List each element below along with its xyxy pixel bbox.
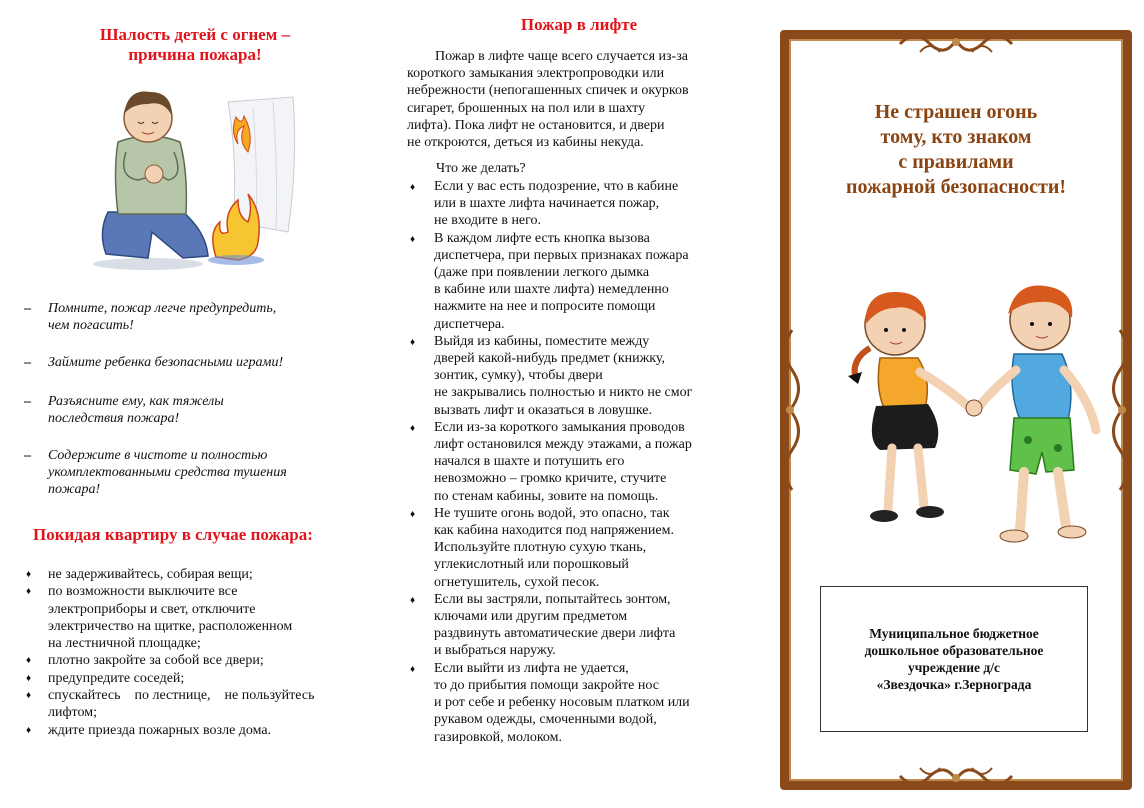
diamond-bullet-icon: ♦ — [26, 569, 32, 580]
line: сигарет, брошенных на пол или в шахту — [407, 100, 646, 116]
title-line: причина пожара! — [128, 45, 262, 64]
line: начался в шахте и потушить его — [434, 454, 625, 470]
diamond-bullet-icon: ♦ — [26, 655, 32, 667]
org-line: учреждение д/с — [908, 660, 1000, 675]
line: ждите приезда пожарных возле дома. — [48, 722, 272, 738]
org-line: Муниципальное бюджетное — [869, 626, 1039, 641]
tip-line: Разъясните ему, как тяжелы — [48, 394, 224, 409]
line: не закрывались полностью и никто не смог — [434, 385, 693, 401]
leaving-apartment-title: Покидая квартиру в случае пожара: — [33, 525, 313, 544]
list-item — [24, 566, 374, 583]
safety-motto — [800, 100, 1112, 200]
dash-marker: – — [24, 301, 31, 316]
diamond-bullet-icon: ♦ — [410, 508, 416, 520]
tips-list — [22, 300, 362, 518]
line: электроприборы и свет, отключите — [48, 601, 256, 617]
line: электричество на щитке, расположенном — [48, 618, 293, 634]
line: на лестничной площадке; — [48, 636, 201, 652]
diamond-bullet-icon: ♦ — [410, 182, 416, 193]
line: газировкой, молоком. — [434, 729, 563, 745]
tip-item — [22, 447, 362, 498]
fire-play-title — [60, 25, 330, 65]
line: диспетчера, при первых признаках пожара — [434, 247, 689, 263]
tip-line: пожара! — [48, 482, 101, 497]
line: Если у вас есть подозрение, что в кабине — [434, 179, 679, 194]
diamond-bullet-icon: ♦ — [26, 586, 32, 598]
tip-item — [22, 393, 362, 427]
tip-item — [22, 300, 362, 334]
line: плотно закройте за собой все двери; — [48, 653, 264, 669]
line: невозможно – громко кричите, стучите — [434, 471, 667, 487]
dash-marker: – — [24, 394, 31, 409]
elevator-actions-list — [410, 178, 745, 746]
motto-line: с правилами — [898, 151, 1014, 173]
line: вызвать лифт и оказаться в ловушке. — [434, 402, 653, 418]
line: В каждом лифте есть кнопка вызова — [434, 230, 650, 246]
list-item — [24, 670, 374, 687]
tip-line: чем погасить! — [48, 318, 134, 333]
tip-item — [22, 354, 362, 371]
title-line: Шалость детей с огнем – — [99, 25, 291, 44]
tip-line: Займите ребенка безопасными играми! — [48, 355, 284, 370]
dash-marker: – — [24, 448, 31, 463]
organization-name — [865, 625, 1044, 693]
line: спускайтесь по лестнице, не пользуйтесь — [48, 688, 315, 704]
boy-with-matches-illustration — [88, 82, 318, 272]
diamond-bullet-icon: ♦ — [26, 690, 32, 702]
line: углекислотный или порошковый — [434, 557, 629, 573]
line: небрежности (непогашенных спичек и окурков — [407, 83, 689, 99]
line: Выйдя из кабины, поместите между — [434, 333, 650, 349]
line: раздвинуть автоматические двери лифта — [434, 626, 676, 642]
line: не задерживайтесь, собирая вещи; — [48, 567, 253, 582]
line: лифта). Пока лифт не остановится, и двери — [407, 117, 665, 133]
dash-marker: – — [24, 355, 31, 370]
line: то до прибытия помощи закройте нос — [434, 677, 659, 693]
line: предупредите соседей; — [48, 670, 185, 686]
line: или в шахте лифта начинается пожар, — [434, 196, 660, 212]
list-item — [410, 230, 745, 333]
middle-panel — [404, 0, 749, 808]
diamond-bullet-icon: ♦ — [410, 663, 416, 675]
line: по возможности выключите все — [48, 584, 238, 600]
line: Если выйти из лифта не удается, — [434, 660, 629, 676]
line: короткого замыкания электропроводки или — [407, 66, 665, 82]
tip-line: Помните, пожар легче предупредить, — [48, 301, 277, 316]
list-item — [24, 583, 374, 652]
diamond-bullet-icon: ♦ — [26, 724, 32, 736]
line: не откроются, деться из кабины некуда. — [407, 135, 644, 151]
list-item — [410, 505, 745, 591]
line: огнетушитель, сухой песок. — [434, 574, 600, 590]
tip-line: последствия пожара! — [48, 411, 180, 426]
diamond-bullet-icon: ♦ — [410, 336, 416, 348]
left-panel — [0, 0, 392, 808]
line: ключами или другим предметом — [434, 609, 628, 625]
line: не входите в него. — [434, 213, 542, 229]
children-holding-hands-illustration — [840, 280, 1110, 580]
line: Пожар в лифте чаще всего случается из-за — [435, 49, 688, 64]
list-item — [410, 591, 745, 660]
line: по стенам кабины, зовите на помощь. — [434, 488, 659, 504]
line: в кабине или шахте лифта) немедленно — [434, 282, 669, 298]
list-item — [410, 419, 745, 505]
organization-box — [820, 586, 1088, 732]
leaving-apartment-list — [24, 566, 374, 739]
tip-line: Содержите в чистоте и полностью — [48, 448, 268, 463]
line: лифт остановился между этажами, а пожар — [434, 437, 692, 453]
tip-line: укомплектованными средства тушения — [48, 465, 287, 480]
line: дверей какой-нибудь предмет (книжку, — [434, 351, 665, 367]
diamond-bullet-icon: ♦ — [410, 422, 416, 434]
line: и рот себе и ребенку носовым платком или — [434, 695, 690, 711]
line: Не тушите огонь водой, это опасно, так — [434, 505, 670, 521]
cover-panel — [780, 30, 1132, 790]
line: Если из-за короткого замыкания проводов — [434, 419, 685, 435]
line: рукавом одежды, смоченными водой, — [434, 712, 657, 728]
list-item — [24, 687, 374, 722]
line: диспетчера. — [434, 316, 505, 332]
diamond-bullet-icon: ♦ — [410, 594, 416, 606]
list-item — [410, 660, 745, 746]
diamond-bullet-icon: ♦ — [410, 233, 416, 245]
org-line: «Звездочка» г.Зернограда — [876, 677, 1032, 692]
motto-line: пожарной безопасности! — [845, 176, 1067, 198]
org-line: дошкольное образовательное — [864, 643, 1044, 658]
line: Если вы застряли, попытайтесь зонтом, — [434, 591, 671, 607]
motto-line: тому, кто знаком — [880, 126, 1032, 148]
line: Используйте плотную сухую ткань, — [434, 540, 647, 556]
list-item — [410, 178, 745, 230]
elevator-intro-paragraph — [407, 48, 745, 151]
list-item — [24, 722, 374, 739]
line: нажмите на нее и попросите помощи — [434, 299, 656, 315]
line: и выбраться наружу. — [434, 643, 556, 659]
list-item — [410, 333, 745, 419]
line: как кабина находится под напряжением. — [434, 523, 674, 539]
line: (даже при появлении легкого дымка — [434, 265, 650, 281]
what-to-do-heading: Что же делать? — [436, 161, 526, 176]
diamond-bullet-icon: ♦ — [26, 672, 32, 684]
line: зонтик, сумку), чтобы двери — [434, 368, 603, 384]
motto-line: Не страшен огонь — [874, 101, 1038, 123]
list-item — [24, 652, 374, 669]
line: лифтом; — [48, 705, 97, 721]
elevator-fire-title: Пожар в лифте — [520, 15, 638, 34]
